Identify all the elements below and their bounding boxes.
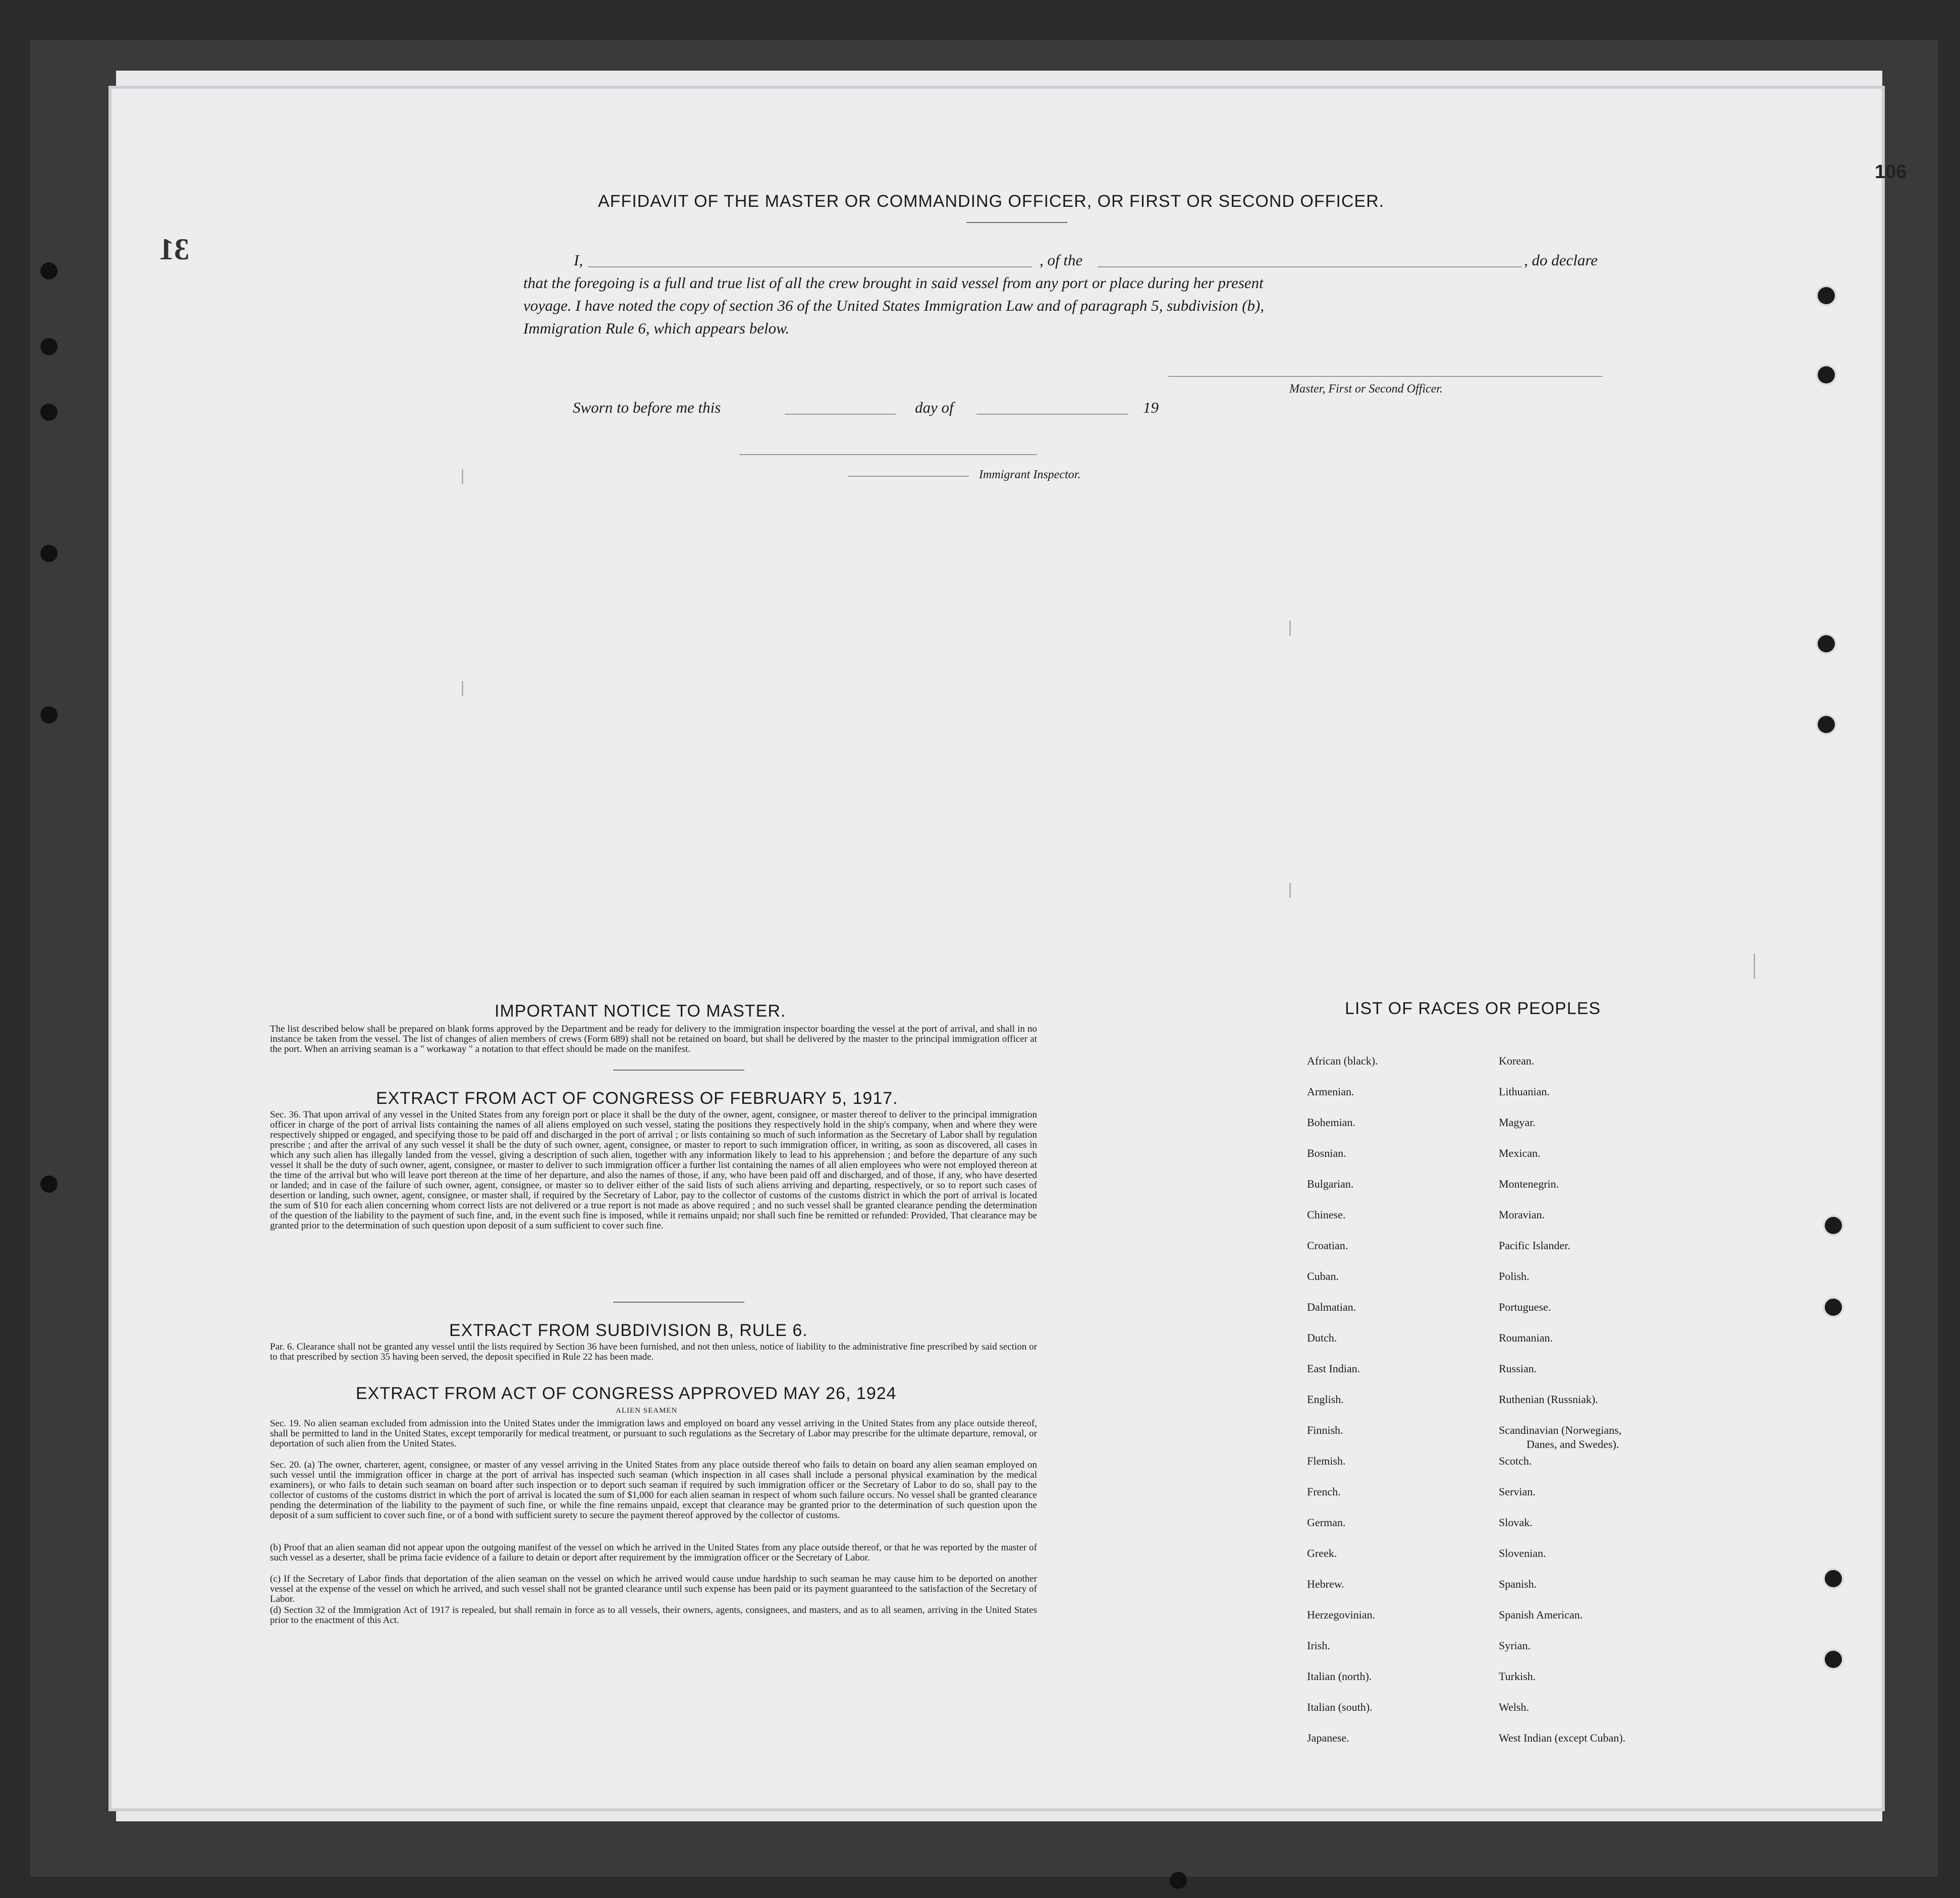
race-item: Pacific Islander. [1499,1239,1570,1252]
binder-hole [40,338,58,355]
extract1924-subtitle: ALIEN SEAMEN [616,1407,678,1415]
race-item: West Indian (except Cuban). [1499,1732,1626,1744]
extract1924-p3: (b) Proof that an alien seaman did not appear upon the outgoing manifest of the vessel on which he arrived in the United States from any place outside thereof, or that he was reported by the master of such vessel as a deserter, shall be prima facie evidence of a failure to detain or deport after requirement by the immigration officer or the Secretary of Labor. [270,1542,1037,1563]
binder-hole [1816,633,1837,654]
binder-hole [40,545,58,562]
bleed-mark [462,469,463,484]
extract1917-text: Sec. 36. That upon arrival of any vessel in the United States from any foreign port or place it shall be the duty of the owner, agent, consignee, or master thereof to deliver to the principal immigration officer in charge of the port of arrival lists containing the names of all aliens employed on such vessel, stating the positions they respectively hold in the ship's company, when and where they were respectively shipped or engaged, and specifying those to be paid off and discharged in the port of arrival ; or lists containing so much of such information as the Secretary of Labor shall by regulation prescribe ; and after the arrival of any such vessel it shall be the duty of such owner, agent, consignee, or master to report to such immigration officer, in writing, as soon as discovered, all cases in which any such alien has illegally landed from the vessel, giving a description of such alien, together with any information likely to lead to his apprehension ; and before the departure of any such vessel it shall be the duty of such owner, agent, consignee, or master to deliver to such immigration officer a further list containing the names of all alien employees who were not employed thereon at the time of the arrival but who will leave port thereon at the time of her departure, and also the names of those, if any, who have been paid off and discharged, and of those, if any, who have deserted or landed; and in case of the failure of such owner, agent, consignee, or master so to deliver either of the said lists of such aliens arriving and departing, respectively, or so to report such cases of desertion or landing, such owner, agent, consignee, or master shall, if required by the Secretary of Labor, pay to the collector of customs of the customs district in which the port of arrival is located the sum of $10 for each alien concerning whom correct lists are not delivered or a true report is not made as above required ; and no such vessel shall be granted clearance pending the determination of the question of the liability to the payment of such fine, and, in the event such fine is imposed, while it remains unpaid; nor shall such fine be remitted or refunded: Provided, That clearance may be granted prior to the determination of such question upon deposit of a sum sufficient to cover such fine. [270,1109,1037,1231]
race-item: Portuguese. [1499,1301,1551,1313]
binder-hole [40,706,58,723]
race-item: African (black). [1307,1054,1378,1067]
binder-hole [1823,1649,1844,1670]
race-item: Scandinavian (Norwegians, [1499,1424,1622,1436]
affidavit-line1-end: , do declare [1524,251,1598,269]
form-sheet [108,86,1907,1811]
extract1924-p5: (d) Section 32 of the Immigration Act of 1917 is repealed, but shall remain in force as to all vessels, their owners, agents, consignees, and masters, and as to all seamen, arriving in the United States prior to the enactment of this Act. [270,1605,1037,1626]
race-item: Cuban. [1307,1270,1339,1282]
sworn-start: Sworn to before me this [573,399,721,416]
stamp-number: 31 [159,233,189,266]
race-item: Italian (north). [1307,1670,1372,1683]
race-item: Herzegovinian. [1307,1608,1375,1621]
affidavit-line1-mid: , of the [1040,251,1083,269]
inspector-label: Immigrant Inspector. [979,468,1081,481]
race-item: German. [1307,1516,1346,1529]
binder-hole [40,404,58,421]
binder-hole [40,1176,58,1193]
race-item: Spanish American. [1499,1608,1583,1621]
title-rule [966,222,1067,223]
race-item: Hebrew. [1307,1578,1344,1590]
extract1924-p1: Sec. 19. No alien seaman excluded from admission into the United States under the immigration laws and employed on board any vessel arriving in the United States from any place outside thereof, shall be permitted to land in the United States, except temporarily for medical treatment, or pursuant to such regulations as the Secretary of Labor may prescribe for the ultimate departure, removal, or deportation of such alien from the United States. [270,1418,1037,1449]
race-item: Russian. [1499,1362,1537,1375]
extract1924-p2: Sec. 20. (a) The owner, charterer, agent, consignee, or master of any vessel arriving in the United States from any place outside thereof who fails to detain on board any alien seaman employed on such vessel until the immigration officer in charge at the port of arrival has inspected such seaman (which inspection in all cases shall include a personal physical examination by the medical examiners), or who fails to detain such seaman on board after such inspection or to deport such seaman if required by such immigration officer or the Secretary of Labor to do so, shall pay to the collector of customs of the customs district in which the port of arrival is located the sum of $1,000 for each alien seaman in respect of whom such failure occurs. No vessel shall be granted clearance pending the determination of the liability to the payment of such fine, or while the fine remains unpaid, except that clearance may be granted prior to the determination of such question upon the deposit of a sum sufficient to cover such fine, or of a bond with sufficient surety to secure the payment thereof approved by the collector of customs. [270,1460,1037,1521]
notice-title: IMPORTANT NOTICE TO MASTER. [495,1001,786,1021]
binder-hole [40,262,58,280]
day-blank[interactable] [785,414,896,415]
race-item: Japanese. [1307,1732,1349,1744]
race-item: Moravian. [1499,1208,1545,1221]
race-item: Irish. [1307,1639,1330,1652]
binder-hole [1823,1215,1844,1236]
races-title: LIST OF RACES OR PEOPLES [1345,999,1601,1018]
bleed-mark [1289,621,1291,636]
bleed-mark [1289,883,1291,898]
name-blank[interactable] [588,266,1032,267]
inspector-signature-line[interactable] [739,454,1037,455]
binder-hole [1816,285,1837,306]
inspector-blank[interactable] [848,476,969,477]
affidavit-line4: Immigration Rule 6, which appears below. [523,319,790,337]
race-item: Flemish. [1307,1455,1346,1467]
race-item: Magyar. [1499,1116,1536,1129]
vessel-blank[interactable] [1098,266,1521,267]
sworn-day: day of [915,399,954,416]
race-item: Spanish. [1499,1578,1537,1590]
binder-hole [1816,364,1837,385]
race-item: Roumanian. [1499,1331,1553,1344]
race-item: East Indian. [1307,1362,1360,1375]
race-item: Dalmatian. [1307,1301,1356,1313]
race-item: Korean. [1499,1054,1535,1067]
rule6-title: EXTRACT FROM SUBDIVISION B, RULE 6. [449,1321,808,1340]
race-item: English. [1307,1393,1344,1406]
affidavit-line2: that the foregoing is a full and true list of all the crew brought in said vessel from any port or place during her present [523,274,1264,292]
binder-hole [1170,1872,1187,1889]
affidavit-line1-start: I, [574,251,583,269]
race-item: Armenian. [1307,1085,1354,1098]
race-item: Greek. [1307,1547,1337,1559]
rule6-text: Par. 6. Clearance shall not be granted any vessel until the lists required by Section 36 have been furnished, and not then unless, notice of liability to the administrative fine prescribed by said section or to that prescribed by section 35 having been served, the deposit specified in Rule 22 has been made. [270,1342,1037,1362]
notice-text: The list described below shall be prepared on blank forms approved by the Department and be ready for delivery to the immigration inspector boarding the vessel at the port of arrival, and shall in no instance be taken from the vessel. The list of changes of alien members of crews (Form 689) shall not be retained on board, but shall be delivered by the master to the principal immigration officer at the port. When an arriving seaman is a " workaway " a notation to that effect should be made on the manifest. [270,1024,1037,1054]
signature-blank[interactable] [1168,376,1602,377]
affidavit-title: AFFIDAVIT OF THE MASTER OR COMMANDING OFFICER, OR FIRST OR SECOND OFFICER. [598,192,1385,211]
binder-hole [1823,1297,1844,1318]
extract1917-rule [613,1302,744,1303]
race-item: Servian. [1499,1485,1536,1498]
affidavit-line3: voyage. I have noted the copy of section 36 of the United States Immigration Law and of paragraph 5, subdivision (b), [523,297,1264,314]
race-item: Bosnian. [1307,1147,1346,1159]
race-item: Slovak. [1499,1516,1533,1529]
binder-hole [1823,1568,1844,1589]
notice-rule [613,1070,744,1071]
race-item: French. [1307,1485,1341,1498]
race-item: Polish. [1499,1270,1530,1282]
race-item: Mexican. [1499,1147,1541,1159]
race-item: Slovenian. [1499,1547,1546,1559]
race-item: Chinese. [1307,1208,1346,1221]
bleed-mark [462,681,463,696]
race-item: Italian (south). [1307,1701,1373,1713]
extract1917-title: EXTRACT FROM ACT OF CONGRESS OF FEBRUARY 5, 1917. [376,1089,898,1108]
race-item: Syrian. [1499,1639,1531,1652]
race-item: Montenegrin. [1499,1178,1559,1190]
race-item: Lithuanian. [1499,1085,1550,1098]
race-item: Croatian. [1307,1239,1348,1252]
sworn-year: 19 [1143,399,1159,416]
race-item: Dutch. [1307,1331,1337,1344]
page-number: 106 [1875,161,1907,183]
race-item: Scotch. [1499,1455,1532,1467]
extract1924-title: EXTRACT FROM ACT OF CONGRESS APPROVED MAY 26, 1924 [356,1384,897,1403]
race-item: Bohemian. [1307,1116,1355,1129]
signature-label: Master, First or Second Officer. [1289,382,1443,396]
race-item: Finnish. [1307,1424,1343,1436]
race-item: Bulgarian. [1307,1178,1354,1190]
month-blank[interactable] [976,414,1128,415]
race-item: Turkish. [1499,1670,1536,1683]
extract1924-p4: (c) If the Secretary of Labor finds that deportation of the alien seaman on the vessel on which he arrived would cause undue hardship to such seaman he may cause him to be deported on another vessel at the expense of the vessel on which he arrived, and such vessel shall not be granted clearance until such expense has been paid or its payment guaranteed to the satisfaction of the Secretary of Labor. [270,1574,1037,1604]
binder-hole [1816,714,1837,735]
bleed-mark [1754,954,1755,979]
race-item-continuation: Danes, and Swedes). [1527,1438,1619,1450]
race-item: Welsh. [1499,1701,1529,1713]
race-item: Ruthenian (Russniak). [1499,1393,1598,1406]
